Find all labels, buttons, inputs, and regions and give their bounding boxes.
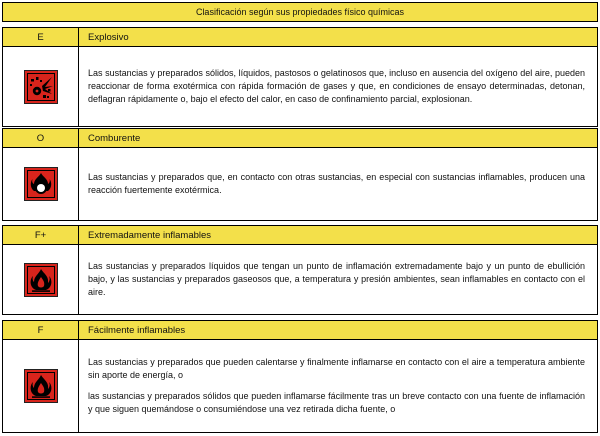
row-explosivo-icon-cell (2, 46, 79, 127)
row-comburente-icon-cell (2, 147, 79, 221)
row-facilmente-inflamables-description (78, 339, 598, 433)
row-comburente-description (78, 147, 598, 221)
description-paragraph: Las sustancias y preparados que, en contacto con otras sustancias, en especial con sustancias inflamables, producen una reacción fuertemente exotérmica. (88, 172, 585, 195)
row-extremadamente-inflamables-code: F+ (2, 225, 79, 245)
flame-icon (24, 369, 58, 403)
row-explosivo-code: E (2, 27, 79, 47)
description-paragraph: Las sustancias y preparados sólidos, líquidos, pastosos o gelatinosos que, incluso en ausencia del oxígeno del aire, pueden reaccionar de forma exotérmica con rápida formación de gases y que, en condiciones de ensayo determinadas, detonan, deflagran rápidamente o, bajo el efecto del calor, en caso de confinamiento parcial, explosionan. (88, 68, 585, 104)
row-explosivo-description (78, 46, 598, 127)
description-paragraph: las sustancias y preparados sólidos que pueden inflamarse fácilmente tras un breve contacto con una fuente de inflamación y que siguen quemándose o consumiéndose una vez retirada dicha fuente, o (88, 391, 585, 414)
table-title: Clasificación según sus propiedades físico químicas (2, 2, 598, 22)
row-extremadamente-inflamables-icon-cell (2, 244, 79, 315)
explosive-icon (24, 70, 58, 104)
description-paragraph: Las sustancias y preparados que pueden calentarse y finalmente inflamarse en contacto con el aire a temperatura ambiente sin aporte de energía, o (88, 357, 585, 380)
row-extremadamente-inflamables-description (78, 244, 598, 315)
row-facilmente-inflamables-name: Fácilmente inflamables (78, 320, 598, 340)
row-facilmente-inflamables-code: F (2, 320, 79, 340)
row-facilmente-inflamables-icon-cell (2, 339, 79, 433)
row-comburente-code: O (2, 128, 79, 148)
flame-icon (24, 263, 58, 297)
row-explosivo-name: Explosivo (78, 27, 598, 47)
row-comburente-name: Comburente (78, 128, 598, 148)
oxidizing-icon (24, 167, 58, 201)
row-extremadamente-inflamables-name: Extremadamente inflamables (78, 225, 598, 245)
description-paragraph: Las sustancias y preparados líquidos que tengan un punto de inflamación extremadamente bajo y un punto de ebullición bajo, y las sustancias y preparados gaseosos que, a temperatura y presión ambientes, sean inflamables en contacto con el aire. (88, 261, 585, 297)
